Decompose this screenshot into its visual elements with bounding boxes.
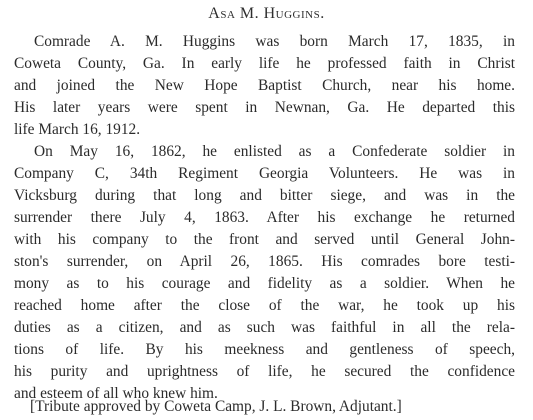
paragraph-2-line-6: ston's surrender, on April 26, 1865. His comrades bore testi-	[14, 253, 515, 270]
paragraph-2-line-11: his purity and uprightness of life, he secured the confidence	[14, 363, 515, 380]
paragraph-2-line-7: mony as to his courage and fidelity as a soldier. When he	[14, 275, 515, 292]
paragraph-2-line-3: Vicksburg during that long and bitter siege, and was in the	[14, 187, 515, 204]
paragraph-2-line-9: duties as a citizen, and as such was faithful in all the rela-	[14, 319, 515, 336]
paragraph-2-line-8: reached home after the close of the war, he took up his	[14, 297, 515, 314]
paragraph-1-line-4: His later years were spent in Newnan, Ga. He departed this	[14, 99, 515, 116]
paragraph-2-line-12: and esteem of all who knew him.	[14, 385, 218, 402]
paragraph-2-line-2: Company C, 34th Regiment Georgia Volunteers. He was in	[14, 165, 515, 182]
paragraph-2-line-1: On May 16, 1862, he enlisted as a Confederate soldier in	[34, 143, 515, 160]
paragraph-2-line-5: with his company to the front and served until General John-	[14, 231, 515, 248]
paragraph-2-line-4: surrender there July 4, 1863. After his exchange he returned	[14, 209, 515, 226]
paragraph-1-line-1: Comrade A. M. Huggins was born March 17, 1835, in	[34, 33, 515, 50]
paragraph-1-line-5: life March 16, 1912.	[14, 121, 141, 138]
paragraph-1-line-2: Coweta County, Ga. In early life he professed faith in Christ	[14, 55, 515, 72]
paragraph-2-line-10: tions of life. By his meekness and gentleness of speech,	[14, 341, 515, 358]
obituary-title: Asa M. Huggins.	[208, 5, 325, 22]
paragraph-1-line-3: and joined the New Hope Baptist Church, near his home.	[14, 77, 515, 94]
tribute-attribution: [Tribute approved by Coweta Camp, J. L. Brown, Adjutant.]	[30, 398, 402, 415]
